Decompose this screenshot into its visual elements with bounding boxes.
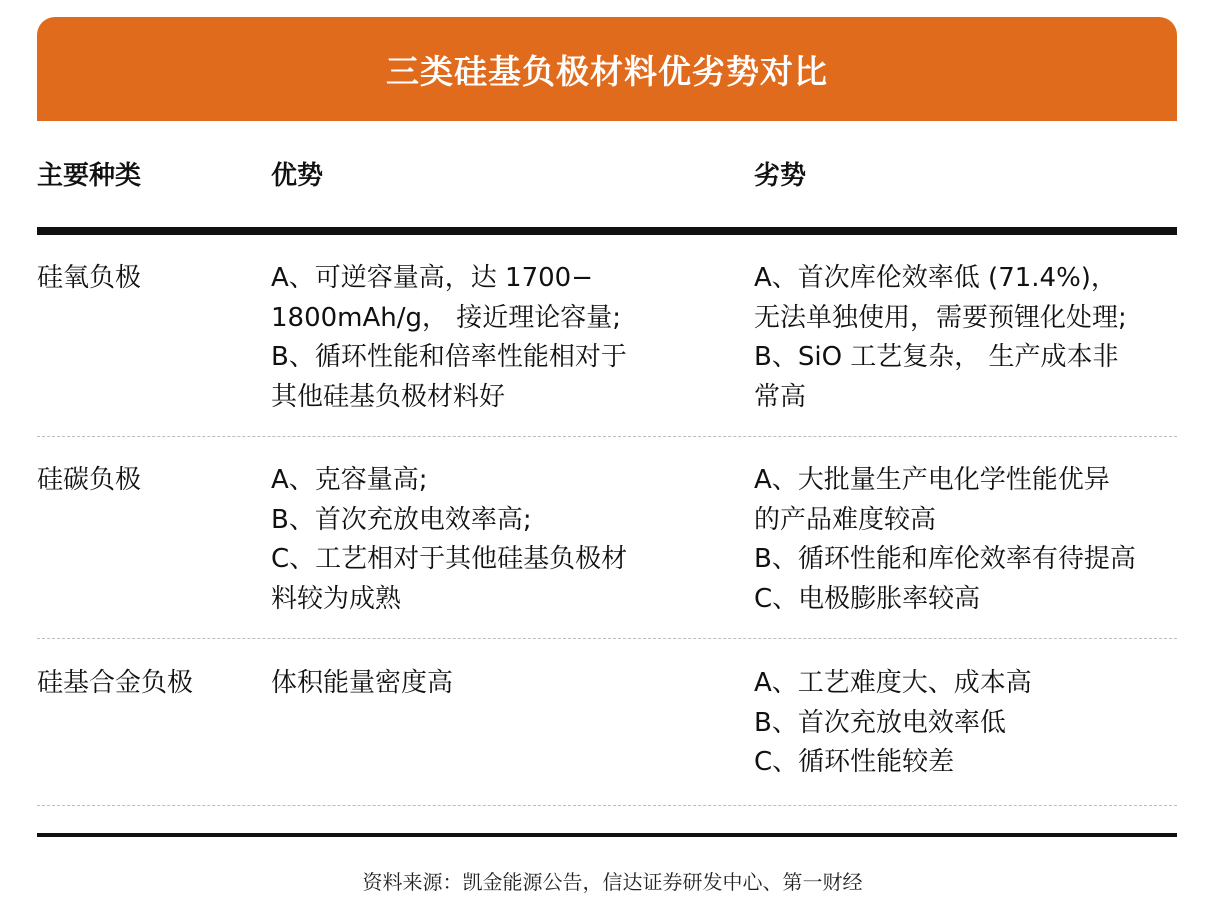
row-1-disadvantage-line: B、SiO 工艺复杂， 生产成本非: [754, 342, 1119, 372]
source-note: 资料来源：凯金能源公告，信达证券研发中心、第一财经: [362, 870, 863, 894]
row-3-disadvantage-line: A、工艺难度大、成本高: [754, 668, 1032, 698]
row-1-disadvantages: [754, 259, 1127, 417]
row-2-disadvantage-line: 的产品难度较高: [754, 504, 937, 535]
row-1-advantage-line: B、循环性能和倍率性能相对于: [271, 342, 627, 372]
header-type: 主要种类: [37, 161, 142, 191]
row-2-type: 硅碳负极: [37, 465, 142, 495]
row-2-advantages: [271, 461, 627, 619]
row-3-type: 硅基合金负极: [37, 668, 194, 698]
row-2-disadvantage-line: A、大批量生产电化学性能优异: [754, 465, 1110, 495]
row-2-disadvantage-line: C、电极膨胀率较高: [754, 583, 981, 614]
row-1-advantage-line: 1800mAh/g， 接近理论容量;: [271, 302, 622, 333]
row-1-disadvantage-line: 无法单独使用，需要预锂化处理;: [754, 302, 1127, 333]
row-1-disadvantage-line: 常高: [754, 381, 807, 412]
row-divider: [37, 638, 1177, 639]
table-bottom-rule: [37, 833, 1177, 837]
row-3-advantages: [271, 664, 453, 704]
header-advantages: 优势: [271, 161, 324, 191]
row-1-disadvantage-line: A、首次库伦效率低 (71.4%)，: [754, 263, 1117, 293]
row-2-advantage-line: 料较为成熟: [271, 583, 402, 614]
row-divider: [37, 436, 1177, 437]
row-3-disadvantage-line: B、首次充放电效率低: [754, 707, 1006, 738]
row-2-advantage-line: A、克容量高;: [271, 465, 428, 495]
row-3-disadvantage-line: C、循环性能较差: [754, 747, 955, 777]
title-banner: [37, 17, 1177, 121]
header-disadvantages: 劣势: [754, 161, 807, 191]
row-1-type: 硅氧负极: [37, 263, 142, 293]
row-2-disadvantages: [754, 461, 1136, 619]
row-3-disadvantages: [754, 664, 1032, 783]
row-2-advantage-line: B、首次充放电效率高;: [271, 504, 532, 535]
row-1-advantages: [271, 259, 627, 417]
table-title: 三类硅基负极材料优劣势对比: [386, 51, 828, 91]
row-2-disadvantage-line: B、循环性能和库伦效率有待提高: [754, 544, 1136, 574]
row-1-advantage-line: 其他硅基负极材料好: [271, 381, 506, 412]
header-divider: [37, 227, 1177, 235]
row-2-advantage-line: C、工艺相对于其他硅基负极材: [271, 544, 628, 574]
row-divider: [37, 805, 1177, 806]
row-1-advantage-line: A、可逆容量高，达 1700−: [271, 263, 594, 293]
row-3-advantage-line: 体积能量密度高: [271, 668, 454, 698]
